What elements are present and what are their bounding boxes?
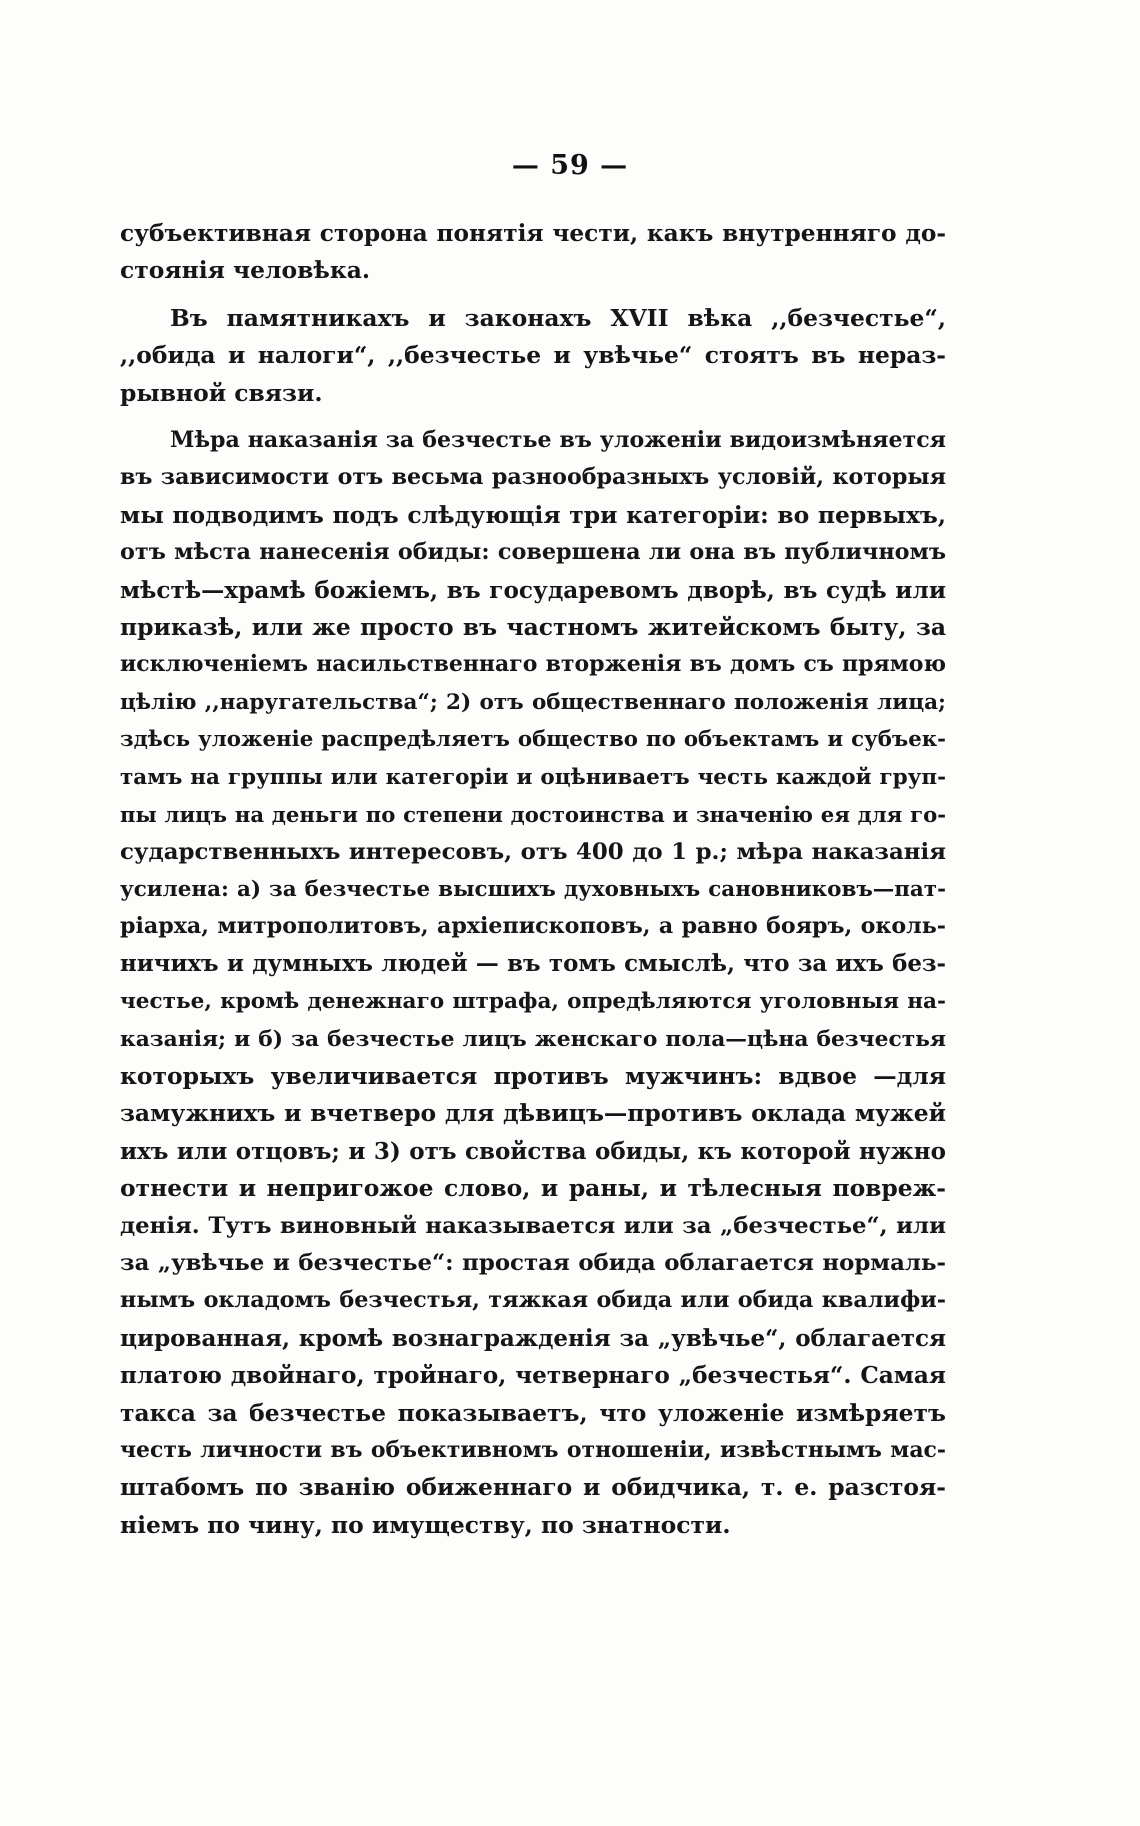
text-line: ніемъ по чину, по имуществу, по знатности. [120,1510,731,1539]
text-line: тамъ на группы или категоріи и оцѣниваетъ честь каждой груп- [120,764,946,790]
text-line: приказѣ, или же просто въ частномъ житейскомъ быту, за [120,613,946,642]
text-line: ихъ или отцовъ; и 3) отъ свойства обиды, къ которой нужно [120,1137,946,1165]
text-line: усилена: а) за безчестье высшихъ духовныхъ сановниковъ—пат- [120,876,946,902]
text-line: денія. Тутъ виновный наказывается или за „безчестье“, или [120,1212,946,1239]
text-line: стоянія человѣка. [120,256,371,285]
text-line: мы подводимъ подъ слѣдующія три категоріи: во первыхъ, [120,500,946,529]
text-line: цированная, кромѣ вознагражденія за „увѣчье“, облагается [120,1324,946,1352]
text-line: цѣлію ,,наругательства“; 2) отъ общественнаго положенія лица; [120,689,946,715]
text-line: такса за безчестье показываетъ, что уложеніе измѣряетъ [120,1398,946,1427]
text-line: пы лицъ на деньги по степени достоинства и значенію ея для го- [120,802,946,828]
paragraph-1 [120,215,946,290]
text-line: честь личности въ объективномъ отношеніи, извѣстнымъ мас- [120,1437,946,1463]
text-line: отъ мѣста нанесенія обиды: совершена ли она въ публичномъ [120,539,946,566]
text-line: исключеніемъ насильственнаго вторженія въ домъ съ прямою [120,651,946,678]
text-line: штабомъ по званію обиженнаго и обидчика, т. е. разстоя- [120,1473,946,1502]
text-line: ,,обида и налоги“, ,,безчестье и увѣчье“ стоятъ въ нераз- [120,341,946,370]
text-line: Въ памятникахъ и законахъ XVII вѣка ,,безчестье“, [170,303,946,332]
text-line: мѣстѣ—храмѣ божіемъ, въ государевомъ дворѣ, въ судѣ или [120,576,946,604]
text-line: честье, кромѣ денежнаго штрафа, опредѣляются уголовныя на- [120,989,946,1015]
text-line: нымъ окладомъ безчестья, тяжкая обида или обида квалифи- [120,1287,946,1314]
text-line: отнести и непригожое слово, и раны, и тѣлесныя повреж- [120,1174,946,1203]
page-number: — 59 — [511,150,629,181]
text-line: казанія; и б) за безчестье лицъ женскаго пола—цѣна безчестья [120,1026,946,1052]
text-line: рывной связи. [120,378,323,407]
text-line: ничихъ и думныхъ людей — въ томъ смыслѣ, что за ихъ без- [120,950,946,977]
text-line: сударственныхъ интересовъ, отъ 400 до 1 р.; мѣра наказанія [120,838,946,865]
text-line: которыхъ увеличивается противъ мужчинъ: вдвое —для [120,1061,946,1090]
paragraph-2 [120,300,946,412]
text-line: за „увѣчье и безчестье“: простая обида облагается нормаль- [120,1249,946,1276]
text-line: ріарха, митрополитовъ, архіепископовъ, а равно бояръ, околь- [120,913,946,940]
text-line: въ зависимости отъ весьма разнообразныхъ условій, которыя [120,464,946,491]
body-text [120,215,946,1554]
paragraph-3 [120,422,946,1544]
text-line: платою двойнаго, тройнаго, четвернаго „безчестья“. Самая [120,1362,946,1390]
text-line: здѣсь уложеніе распредѣляетъ общество по объектамъ и субъек- [120,727,946,753]
text-line: замужнихъ и вчетверо для дѣвицъ—противъ оклада мужей [120,1099,946,1128]
text-line: субъективная сторона понятія чести, какъ внутренняго до- [120,220,946,247]
text-line: Мѣра наказанія за безчестье въ уложеніи видоизмѣняется [170,427,946,454]
